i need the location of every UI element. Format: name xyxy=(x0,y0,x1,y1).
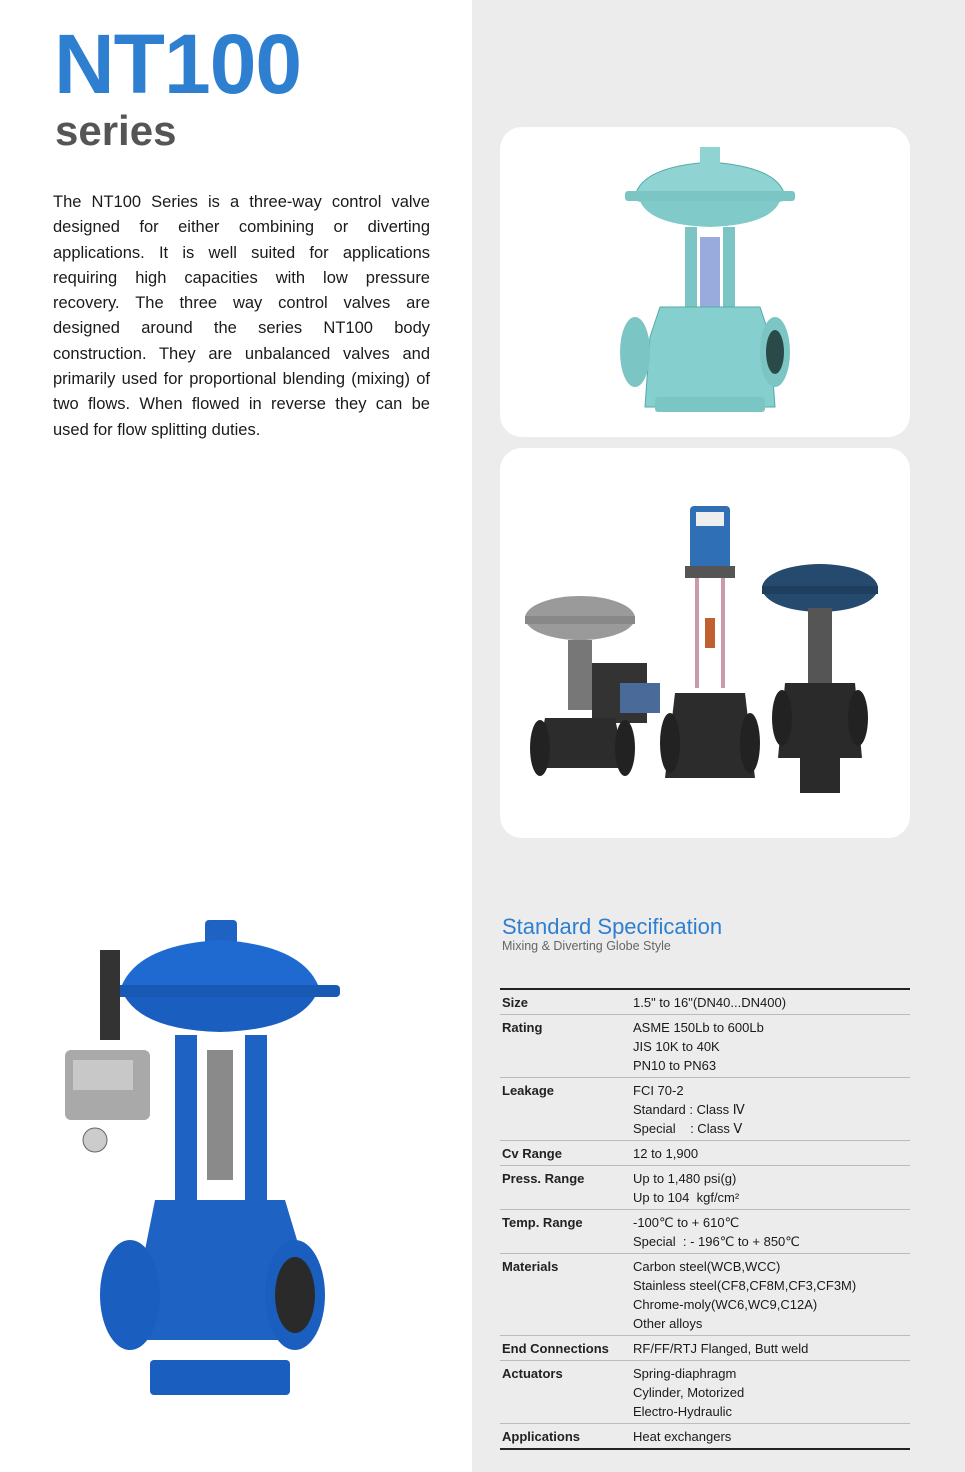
page-subtitle: series xyxy=(55,107,177,154)
spec-value: Special : Class Ⅴ xyxy=(633,1121,743,1136)
spec-label: Cv Range xyxy=(502,1146,562,1161)
spec-label: Applications xyxy=(502,1429,581,1444)
spec-row-leakage xyxy=(500,1078,910,1141)
spec-value: Other alloys xyxy=(633,1316,703,1331)
spec-values xyxy=(633,1081,910,1138)
spec-value: Special : - 196℃ to + 850℃ xyxy=(633,1234,800,1249)
spec-row-size xyxy=(500,990,910,1015)
three-valves-image xyxy=(500,448,910,838)
spec-row-cv-range xyxy=(500,1141,910,1166)
spec-label: Materials xyxy=(502,1259,559,1274)
spec-value: -100℃ to + 610℃ xyxy=(633,1215,740,1230)
spec-row-actuators xyxy=(500,1361,910,1424)
spec-row-press-range xyxy=(500,1166,910,1210)
spec-label: Press. Range xyxy=(502,1171,585,1186)
spec-values xyxy=(633,1427,910,1446)
spec-value: Electro-Hydraulic xyxy=(633,1404,732,1419)
valve-photo-card-1 xyxy=(500,127,910,437)
spec-values xyxy=(633,1257,910,1333)
spec-label: End Connections xyxy=(502,1341,609,1356)
spec-title: Standard Specification xyxy=(502,914,723,939)
spec-values xyxy=(633,1144,910,1163)
spec-value: RF/FF/RTJ Flanged, Butt weld xyxy=(633,1341,809,1356)
spec-value: Cylinder, Motorized xyxy=(633,1385,745,1400)
spec-values xyxy=(633,1213,910,1251)
spec-row-end-connections xyxy=(500,1336,910,1361)
spec-label: Actuators xyxy=(502,1366,563,1381)
spec-value: Chrome-moly(WC6,WC9,C12A) xyxy=(633,1297,818,1312)
spec-row-rating xyxy=(500,1015,910,1078)
spec-label: Temp. Range xyxy=(502,1215,583,1230)
spec-value: Spring-diaphragm xyxy=(633,1366,737,1381)
spec-value: JIS 10K to 40K xyxy=(633,1039,720,1054)
spec-label: Leakage xyxy=(502,1083,555,1098)
page-title: NT100 xyxy=(54,17,302,111)
spec-values xyxy=(633,1169,910,1207)
spec-subtitle: Mixing & Diverting Globe Style xyxy=(502,939,671,953)
spec-value: ASME 150Lb to 600Lb xyxy=(633,1020,764,1035)
spec-value: Heat exchangers xyxy=(633,1429,732,1444)
spec-value: Stainless steel(CF8,CF8M,CF3,CF3M) xyxy=(633,1278,857,1293)
spec-values xyxy=(633,1364,910,1421)
spec-value: PN10 to PN63 xyxy=(633,1058,717,1073)
spec-row-temp-range xyxy=(500,1210,910,1254)
spec-row-materials xyxy=(500,1254,910,1336)
light-blue-valve-image xyxy=(500,127,910,437)
spec-label: Rating xyxy=(502,1020,543,1035)
spec-value: Standard : Class Ⅳ xyxy=(633,1102,745,1117)
spec-row-applications xyxy=(500,1424,910,1450)
spec-value: 12 to 1,900 xyxy=(633,1146,699,1161)
spec-value: FCI 70-2 xyxy=(633,1083,684,1098)
spec-table xyxy=(500,988,910,1450)
spec-value: Up to 104 kgf/cm² xyxy=(633,1190,740,1205)
spec-values xyxy=(633,1339,910,1358)
spec-values xyxy=(633,993,910,1012)
spec-values xyxy=(633,1018,910,1075)
spec-value: Carbon steel(WCB,WCC) xyxy=(633,1259,781,1274)
spec-value: Up to 1,480 psi(g) xyxy=(633,1171,737,1186)
spec-value: 1.5" to 16"(DN40...DN400) xyxy=(633,995,787,1010)
spec-label: Size xyxy=(502,995,529,1010)
intro-paragraph: The NT100 Series is a three-way control valve designed for either combining or diverting applications. It is well suited for applications requiring high capacities with low pressure recovery. The three way control valves are designed around the series NT100 body construction. They are unbalanced valves and primarily used for proportional blending (mixing) of two flows. When flowed in reverse they can be used for flow splitting duties. xyxy=(53,193,430,439)
blue-valve-image xyxy=(55,910,355,1415)
valve-photo-card-2 xyxy=(500,448,910,838)
